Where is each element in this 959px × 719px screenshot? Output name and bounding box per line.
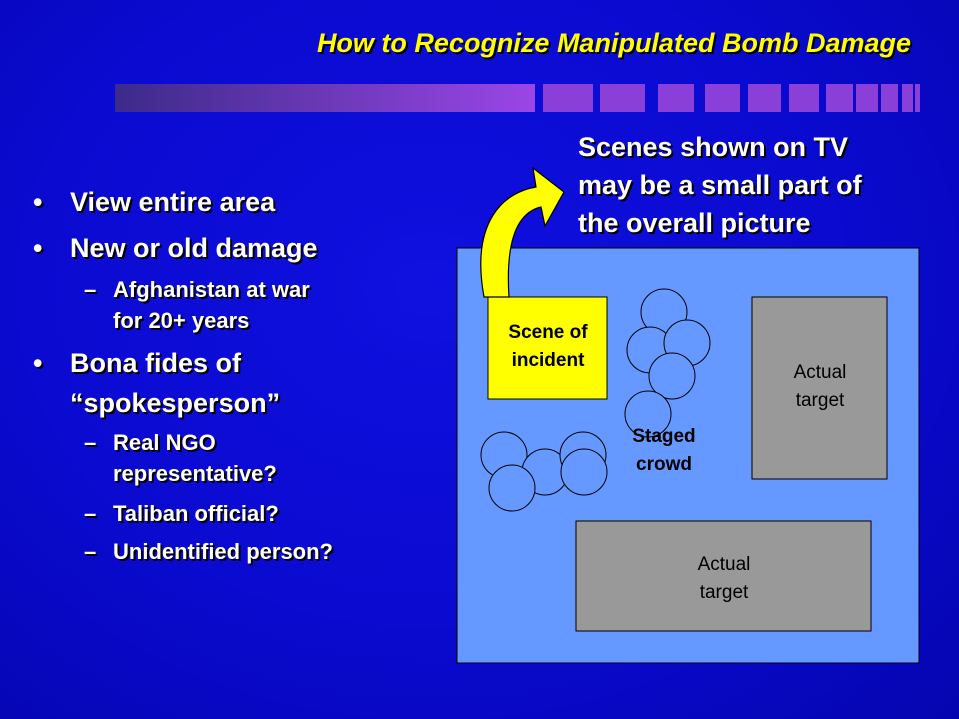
label-line: crowd: [636, 454, 692, 475]
label-line: target: [795, 390, 845, 411]
sub-bullet-mark: –: [84, 501, 97, 526]
staged-crowd-label: [614, 423, 714, 479]
actual-target-right-label: [753, 359, 887, 415]
label-line: Scene of: [508, 322, 588, 343]
label-line: incident: [511, 350, 585, 371]
crowd-person-circle: [489, 465, 535, 511]
sub-bullet-mark: –: [84, 430, 97, 455]
label-line: Actual: [697, 554, 751, 575]
actual-target-bottom-label: [577, 551, 871, 607]
caption-line: may be a small part of: [578, 170, 862, 200]
bullet-mark: •: [33, 187, 43, 217]
caption-line: Scenes shown on TV: [578, 132, 849, 162]
crowd-person-circle: [561, 449, 607, 495]
scene-of-incident-label: [489, 319, 607, 375]
sub-bullet-unidentified-person: Unidentified person?: [113, 539, 333, 564]
bullet-bona-fides-line1: Bona fides of: [70, 348, 242, 378]
slide-title: How to Recognize Manipulated Bomb Damage: [316, 28, 911, 58]
label-line: target: [699, 582, 749, 603]
sub-bullet-ngo-line2: representative?: [113, 461, 277, 486]
bullet-new-or-old-damage: New or old damage: [70, 233, 318, 263]
label-line: Actual: [793, 362, 847, 383]
sub-bullet-taliban-official: Taliban official?: [113, 501, 279, 526]
sub-bullet-mark: –: [84, 539, 97, 564]
bullet-bona-fides-line2: “spokesperson”: [70, 388, 281, 418]
label-line: Staged: [632, 426, 696, 447]
bullet-view-entire-area: View entire area: [70, 187, 276, 217]
caption-line: the overall picture: [578, 208, 811, 238]
sub-bullet-ngo-line1: Real NGO: [113, 430, 216, 455]
sub-bullet-afghanistan-line1: Afghanistan at war: [113, 277, 310, 302]
bullet-mark: •: [33, 233, 43, 263]
sub-bullet-mark: –: [84, 277, 97, 302]
bullet-mark: •: [33, 348, 43, 378]
sub-bullet-afghanistan-line2: for 20+ years: [113, 308, 250, 333]
